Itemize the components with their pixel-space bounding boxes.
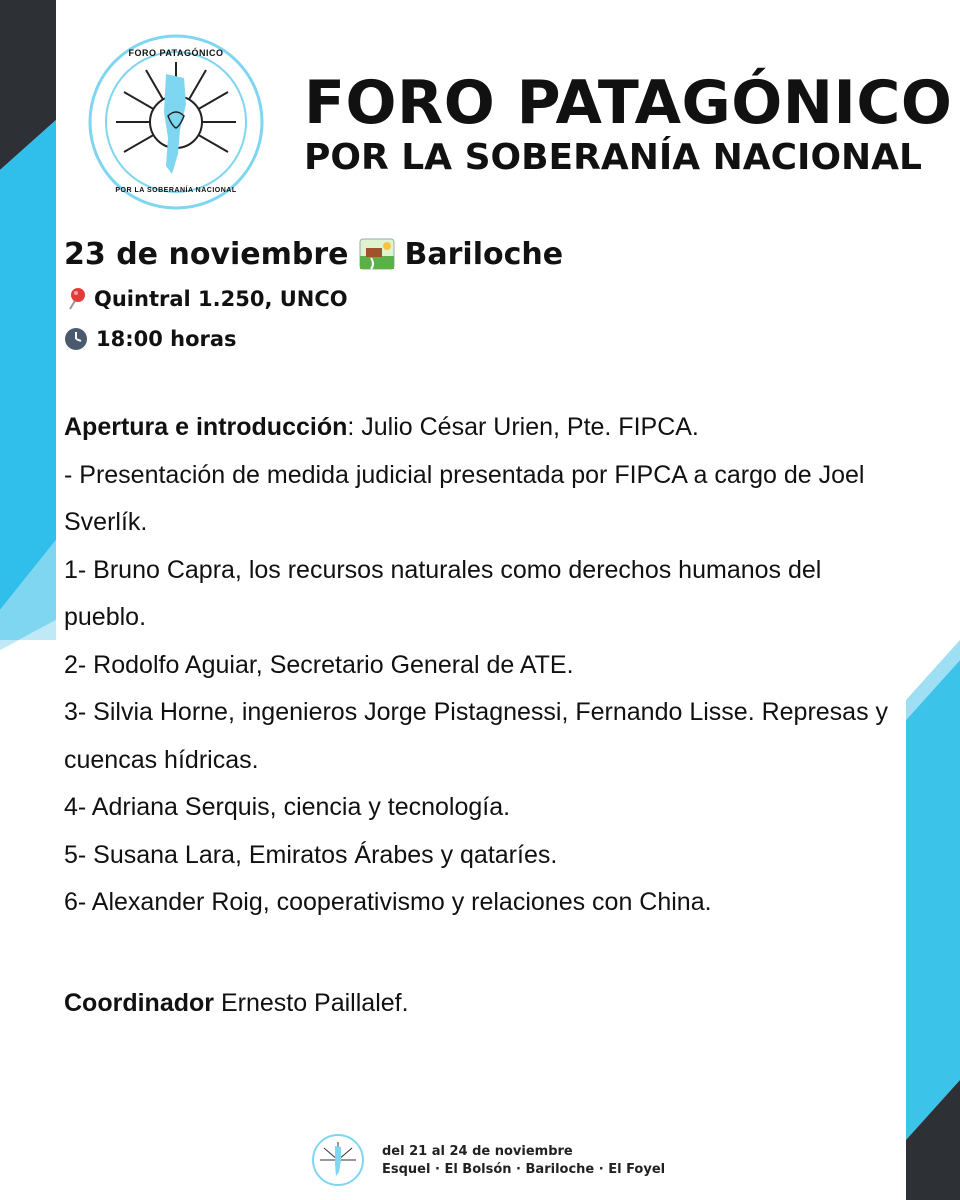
page-title: FORO PATAGÓNICO bbox=[304, 68, 953, 138]
foro-logo bbox=[88, 34, 264, 210]
list-item: 5- Susana Lara, Emiratos Árabes y qataríes. bbox=[64, 840, 558, 869]
list-item: 3- Silvia Horne, ingenieros Jorge Pistagnessi, Fernando Lisse. Represas y cuencas hídricas. bbox=[64, 698, 889, 774]
logo-bottom-text: POR LA SOBERANÍA NACIONAL bbox=[115, 187, 237, 194]
event-city: Bariloche bbox=[404, 236, 564, 272]
event-info bbox=[64, 234, 563, 354]
footer-logo-icon bbox=[312, 1134, 364, 1186]
list-item: 1- Bruno Capra, los recursos naturales como derechos humanos del pueblo. bbox=[64, 555, 822, 631]
map-picture-icon bbox=[359, 238, 395, 270]
clock-icon bbox=[64, 327, 88, 351]
list-item: 2- Rodolfo Aguiar, Secretario General de ATE. bbox=[64, 650, 574, 679]
opening-label: Apertura e introducción bbox=[64, 413, 348, 441]
pin-icon bbox=[64, 287, 86, 311]
event-address: Quintral 1.250, UNCO bbox=[94, 287, 348, 311]
footer-dates: del 21 al 24 de noviembre bbox=[382, 1143, 573, 1159]
list-item: 4- Adriana Serquis, ciencia y tecnología. bbox=[64, 793, 511, 821]
coordinator-label: Coordinador bbox=[64, 989, 214, 1017]
footer-places: Esquel · El Bolsón · Bariloche · El Foyel bbox=[382, 1161, 666, 1177]
event-date-line bbox=[64, 234, 563, 274]
page-title-block bbox=[304, 70, 952, 180]
list-item: 6- Alexander Roig, cooperativismo y relaciones con China. bbox=[64, 888, 712, 916]
event-time-line bbox=[64, 324, 563, 354]
footer-text bbox=[382, 1144, 665, 1177]
sun-map-icon bbox=[88, 34, 264, 210]
program-opening bbox=[64, 404, 894, 452]
coordinator-name: Ernesto Paillalef. bbox=[214, 989, 409, 1017]
page-subtitle: POR LA SOBERANÍA NACIONAL bbox=[304, 137, 922, 178]
event-time: 18:00 horas bbox=[96, 327, 237, 351]
event-address-line bbox=[64, 284, 563, 314]
coordinator-line bbox=[64, 980, 409, 1027]
logo-top-text: FORO PATAGÓNICO bbox=[128, 48, 224, 58]
event-date: 23 de noviembre bbox=[64, 236, 349, 272]
list-item: - Presentación de medida judicial presentada por FIPCA a cargo de Joel Sverlík. bbox=[64, 460, 865, 536]
program-list bbox=[64, 404, 894, 927]
opening-text: : Julio César Urien, Pte. FIPCA. bbox=[347, 413, 699, 441]
footer bbox=[312, 1132, 665, 1188]
